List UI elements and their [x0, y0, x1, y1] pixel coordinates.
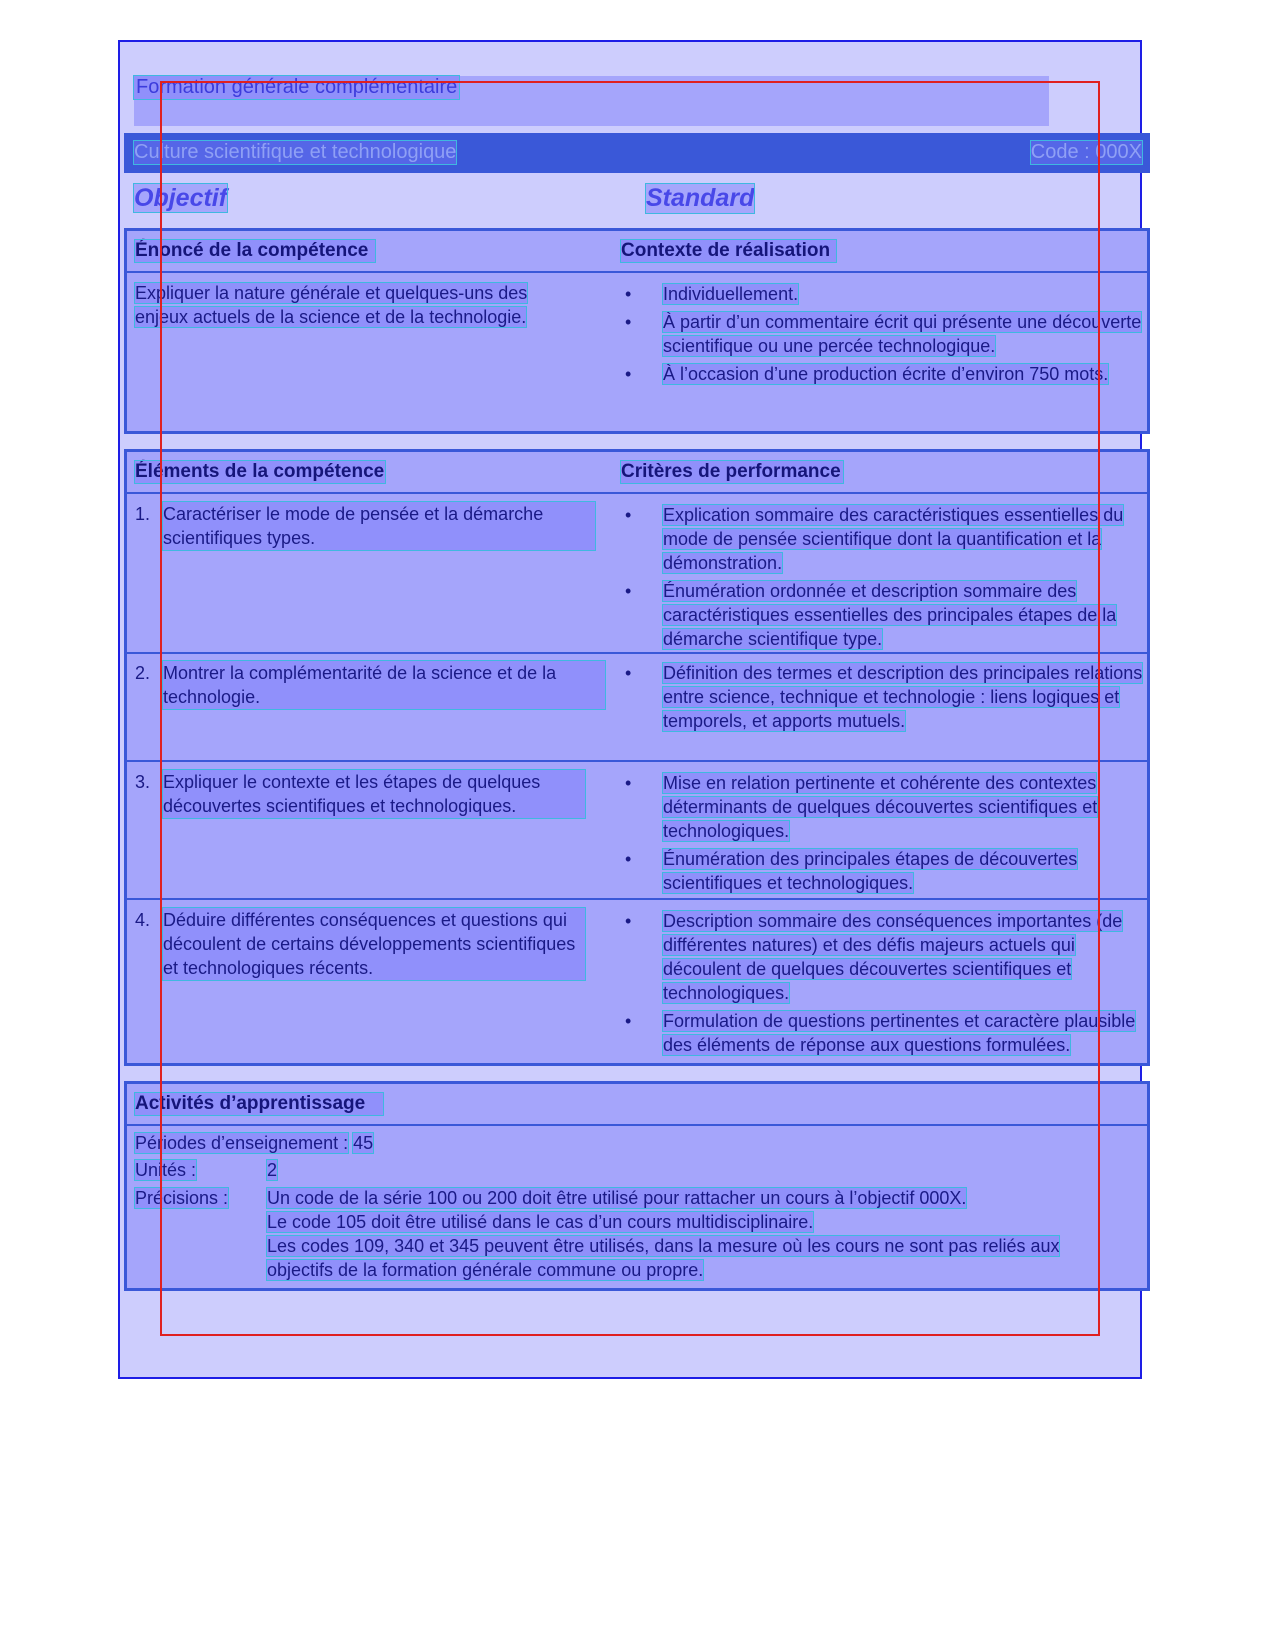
criteria-item-text: Énumération des principales étapes de découvertes scientifiques et technologiques.	[663, 849, 1078, 893]
objective-heading-text: Objectif	[134, 184, 228, 212]
element-number: 1.	[135, 504, 151, 524]
precision-text: Le code 105 doit être utilisé dans le cas d’un cours multidisciplinaire.	[267, 1212, 814, 1232]
activities-header: Activités d’apprentissage	[135, 1093, 383, 1115]
context-header: Contexte de réalisation	[621, 240, 836, 262]
section-title-text: Formation générale complémentaire	[136, 76, 458, 98]
element-number: 2.	[135, 663, 151, 683]
criteria-item-text: Définition des termes et description des principales relations entre science, technique et technologie : liens logiques et temporels, et apports mutuels.	[663, 663, 1143, 731]
competence-header-row	[127, 231, 1147, 273]
criteria-item	[621, 503, 1146, 575]
elements-header: Éléments de la compétence	[135, 461, 385, 482]
periods-value: 45	[353, 1133, 374, 1153]
criteria-item-text: Énumération ordonnée et description sommaire des caractéristiques essentielles des principales étapes de la démarche scientifique type.	[663, 581, 1117, 649]
element-item	[135, 908, 585, 980]
elements-table	[124, 449, 1150, 1066]
element-text: Déduire différentes conséquences et questions qui découlent de certains développements scientifiques et technologiques récents.	[163, 908, 585, 980]
element-row	[127, 900, 1147, 1064]
section-title	[134, 76, 1049, 126]
criteria-list	[621, 909, 1146, 1061]
periods-line	[135, 1130, 1135, 1157]
criteria-item	[621, 771, 1146, 843]
objective-heading	[134, 184, 644, 213]
element-row	[127, 654, 1147, 762]
document-content	[124, 70, 1150, 1370]
course-code: Code : 000X	[1030, 141, 1142, 163]
element-text: Expliquer le contexte et les étapes de quelques découvertes scientifiques et technologiques.	[163, 770, 585, 818]
units-line	[135, 1157, 1135, 1184]
context-item	[621, 282, 1146, 306]
criteria-item	[621, 661, 1146, 733]
context-item	[621, 362, 1146, 386]
course-name: Culture scientifique et technologique	[134, 141, 457, 163]
context-item-text: À l’occasion d’une production écrite d’environ 750 mots.	[663, 364, 1109, 384]
element-row	[127, 762, 1147, 900]
element-item	[135, 770, 585, 818]
precisions-list	[267, 1186, 1087, 1282]
precision-text: Les codes 109, 340 et 345 peuvent être utilisés, dans la mesure où les cours ne sont pas reliés aux objectifs de la formation générale commune ou propre.	[267, 1236, 1060, 1280]
element-text: Montrer la complémentarité de la science et de la technologie.	[163, 661, 605, 709]
elements-header-row	[127, 452, 1147, 494]
activities-header-row	[127, 1084, 1147, 1126]
periods-label: Périodes d’enseignement :	[135, 1133, 349, 1153]
context-item	[621, 310, 1146, 358]
criteria-item	[621, 579, 1146, 651]
criteria-item	[621, 909, 1146, 1005]
element-item	[135, 661, 605, 709]
criteria-header: Critères de performance	[621, 461, 843, 483]
units-label: Unités :	[135, 1160, 197, 1180]
competence-table	[124, 228, 1150, 434]
activities-body-row	[127, 1126, 1147, 1286]
competence-statement-text: Expliquer la nature générale et quelques-uns des enjeux actuels de la science et de la technologie.	[135, 283, 528, 327]
context-list	[621, 282, 1146, 390]
element-row	[127, 494, 1147, 654]
criteria-item	[621, 1009, 1146, 1057]
element-number: 4.	[135, 910, 151, 930]
criteria-list	[621, 503, 1146, 655]
activities-details	[135, 1130, 1135, 1282]
criteria-item-text: Formulation de questions pertinentes et caractère plausible des éléments de réponse aux questions formulées.	[663, 1011, 1136, 1055]
context-item-text: Individuellement.	[663, 284, 799, 304]
precisions-label: Précisions :	[135, 1188, 229, 1208]
criteria-item-text: Description sommaire des conséquences importantes (de différentes natures) et des défis majeurs actuels qui découlent de quelques découvertes scientifiques et technologiques.	[663, 911, 1123, 1003]
course-band	[124, 133, 1150, 173]
element-text: Caractériser le mode de pensée et la démarche scientifiques types.	[163, 502, 595, 550]
precision-text: Un code de la série 100 ou 200 doit être utilisé pour rattacher un cours à l’objectif 000X.	[267, 1188, 967, 1208]
element-number: 3.	[135, 772, 151, 792]
criteria-list	[621, 771, 1146, 899]
objective-header-row	[134, 182, 1150, 220]
element-item	[135, 502, 595, 550]
competence-statement	[135, 281, 575, 329]
criteria-item	[621, 847, 1146, 895]
competence-statement-header: Énoncé de la compétence	[135, 240, 375, 262]
activities-table	[124, 1081, 1150, 1291]
criteria-list	[621, 661, 1146, 737]
units-value: 2	[267, 1160, 278, 1180]
criteria-item-text: Mise en relation pertinente et cohérente des contextes déterminants de quelques découvertes scientifiques et technologiques.	[663, 773, 1098, 841]
standard-heading: Standard	[646, 184, 755, 212]
precisions-line	[135, 1186, 1135, 1282]
context-item-text: À partir d’un commentaire écrit qui présente une découverte scientifique ou une percée technologique.	[663, 312, 1142, 356]
competence-body-row	[127, 273, 1147, 431]
criteria-item-text: Explication sommaire des caractéristiques essentielles du mode de pensée scientifique dont la quantification et la démonstration.	[663, 505, 1124, 573]
